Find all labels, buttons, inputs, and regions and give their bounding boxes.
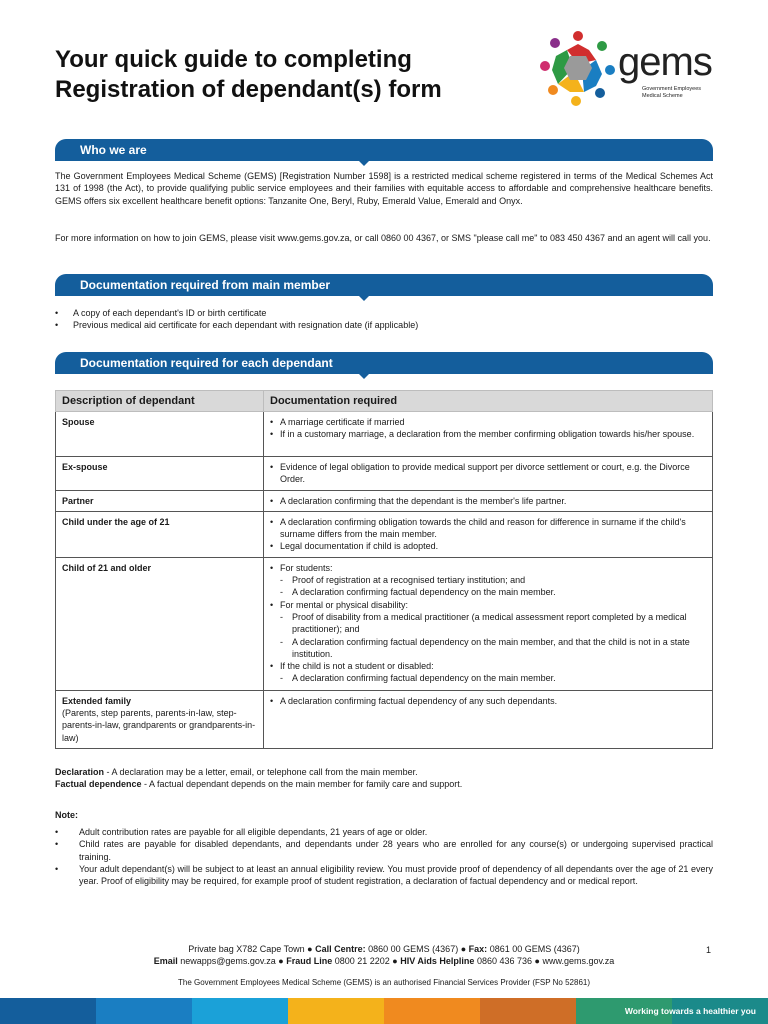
- dependant-type: Partner: [56, 490, 264, 511]
- section-heading-text: Who we are: [80, 143, 147, 157]
- footer-email-label: Email: [153, 956, 178, 966]
- logo-subtitle-line-2: Medical Scheme: [642, 92, 683, 99]
- section-heading-each-dependant: [55, 352, 713, 374]
- footer-email: newapps@gems.gov.za ●: [180, 956, 284, 966]
- definition-term: Declaration: [55, 767, 105, 777]
- stripe-segment: [288, 998, 384, 1024]
- footer-fraud: 0800 21 2202 ●: [334, 956, 398, 966]
- doc-subitem: - A declaration confirming factual dependency on the main member, and that the child is not in a state institution.: [270, 636, 706, 661]
- logo-wordmark: gems: [618, 40, 712, 84]
- heading-notch: [358, 295, 370, 301]
- table-row: [56, 557, 713, 690]
- documentation-cell: [264, 511, 713, 557]
- list-item: • Your adult dependant(s) will be subject to at least an annual eligibility review. You must provide proof of dependency of all dependants over the age of 21 every year. Proof of eligibility may be required, for example proof of student registration, a declaration of factual dependency and or medical report.: [55, 863, 713, 888]
- column-header-description: Description of dependant: [56, 391, 264, 412]
- stripe-segment: [96, 998, 192, 1024]
- table-header-row: [56, 391, 713, 412]
- documentation-cell: [264, 690, 713, 748]
- table-row: [56, 511, 713, 557]
- section-heading-who-we-are: [55, 139, 713, 161]
- logo-subtitle: [642, 86, 701, 99]
- definition-term: Factual dependence: [55, 779, 142, 790]
- footer-provider-statement: The Government Employees Medical Scheme (GEMS) is an authorised Financial Services Provider (FSP No 52861): [177, 978, 591, 987]
- dependant-type: Child of 21 and older: [56, 557, 264, 690]
- table-row: [56, 490, 713, 511]
- definitions: [55, 766, 713, 791]
- doc-subitem: - Proof of disability from a medical practitioner (a medical assessment report completed by a medical practitioner); and: [270, 611, 706, 636]
- list-item: • Child rates are payable for disabled dependants, and dependants under 28 years who are enrolled for any course(s) or undergoing supervised practical training.: [55, 838, 713, 863]
- who-we-are-paragraph: The Government Employees Medical Scheme (GEMS) [Registration Number 1598] is a restricted medical scheme registered in terms of the Medical Schemes Act 131 of 1998 (the Act), to provide qualifying public service employees and their families with equitable access to affordable and comprehensive healthcare benefits. GEMS offers six excellent healthcare benefit options: Tanzanite One, Beryl, Ruby, Emerald Value, Emerald and Onyx.: [55, 171, 713, 206]
- definition-text: - A factual dependant depends on the main member for family care and support.: [141, 779, 463, 790]
- dependant-type: Ex-spouse: [56, 457, 264, 491]
- doc-item: • A declaration confirming that the dependant is the member's life partner.: [270, 495, 706, 507]
- list-item: • Adult contribution rates are payable for all eligible dependants, 21 years of age or older.: [55, 826, 713, 838]
- dependant-type: Child under the age of 21: [56, 511, 264, 557]
- section-heading-text: Documentation required for each dependant: [80, 356, 333, 370]
- footer-address: Private bag X782 Cape Town ●: [188, 944, 313, 954]
- gems-logo-icon: [540, 30, 616, 106]
- footer-hiv-label: HIV Aids Helpline: [400, 956, 475, 966]
- footer-callcentre-label: Call Centre:: [315, 944, 366, 954]
- doc-item: • A declaration confirming factual dependency of any such dependants.: [270, 695, 706, 707]
- stripe-segment: [0, 998, 96, 1024]
- documentation-cell: [264, 457, 713, 491]
- gems-logo: [540, 30, 720, 105]
- footer-contact-line-1: [0, 943, 768, 955]
- doc-item: • For mental or physical disability:: [270, 599, 706, 611]
- footer-fax: 0861 00 GEMS (4367): [489, 944, 580, 954]
- footer-callcentre: 0860 00 GEMS (4367) ●: [368, 944, 467, 954]
- doc-subitem: - A declaration confirming factual dependency on the main member.: [270, 672, 706, 684]
- dependant-docs-table: [55, 390, 713, 749]
- logo-subtitle-line-1: Government Employees: [642, 86, 701, 92]
- column-header-documentation: Documentation required: [264, 391, 713, 412]
- section-heading-text: Documentation required from main member: [80, 278, 331, 292]
- notes-list: [55, 826, 713, 887]
- list-item: • A copy of each dependant's ID or birth certificate: [55, 307, 713, 319]
- doc-item: • If the child is not a student or disabled:: [270, 660, 706, 672]
- section-heading-main-member: [55, 274, 713, 296]
- definition-text: - A declaration may be a letter, email, or telephone call from the main member.: [104, 767, 418, 777]
- doc-item: • A marriage certificate if married: [270, 416, 706, 428]
- table-row: [56, 412, 713, 457]
- doc-item: • If in a customary marriage, a declaration from the member confirming obligation towards his/her spouse.: [270, 428, 706, 440]
- table-row: [56, 690, 713, 748]
- title-line-2: Registration of dependant(s) form: [55, 76, 442, 103]
- doc-subitem: - A declaration confirming factual dependency on the main member.: [270, 586, 706, 598]
- dependant-type: Extended family: [62, 695, 132, 706]
- doc-subitem: - Proof of registration at a recognised tertiary institution; and: [270, 574, 706, 586]
- doc-item: • For students:: [270, 562, 706, 574]
- main-member-doc-list: [55, 307, 713, 332]
- footer-tagline: Working towards a healthier you: [624, 1006, 756, 1016]
- dependant-type: Spouse: [56, 412, 264, 457]
- footer-fax-label: Fax:: [468, 944, 488, 954]
- doc-item: • Legal documentation if child is adopted.: [270, 540, 706, 552]
- join-info-paragraph: For more information on how to join GEMS, please visit www.gems.gov.za, or call 0860 00 4367, or SMS "please call me" to 083 450 4367 and an agent will call you.: [55, 233, 711, 243]
- stripe-segment: [480, 998, 576, 1024]
- page-number: 1: [706, 945, 712, 955]
- documentation-cell: [264, 490, 713, 511]
- stripe-segment: [384, 998, 480, 1024]
- doc-item: • A declaration confirming obligation towards the child and reason for difference in surname if the child's surname differs from the main member.: [270, 516, 706, 541]
- page-title: [55, 45, 442, 105]
- definition-factual-dependence: [55, 778, 713, 790]
- heading-notch: [358, 373, 370, 379]
- heading-notch: [358, 160, 370, 166]
- note-heading: Note:: [55, 810, 78, 820]
- documentation-cell: [264, 412, 713, 457]
- footer-fraud-label: Fraud Line: [286, 956, 333, 966]
- dependant-type-detail: (Parents, step parents, parents-in-law, step-parents-in-law, grandparents or grandparents-in-law): [62, 708, 256, 743]
- title-line-1: Your quick guide to completing: [55, 46, 412, 73]
- documentation-cell: [264, 557, 713, 690]
- list-item: • Previous medical aid certificate for each dependant with resignation date (if applicable): [55, 319, 713, 331]
- table-row: [56, 457, 713, 491]
- definition-declaration: [55, 766, 713, 778]
- footer-contact-line-2: [0, 955, 768, 967]
- footer-hiv: 0860 436 736 ● www.gems.gov.za: [476, 956, 615, 966]
- doc-item: • Evidence of legal obligation to provide medical support per divorce settlement or court, e.g. the Divorce Order.: [270, 461, 706, 486]
- dependant-type-cell: [56, 690, 264, 748]
- stripe-segment: [192, 998, 288, 1024]
